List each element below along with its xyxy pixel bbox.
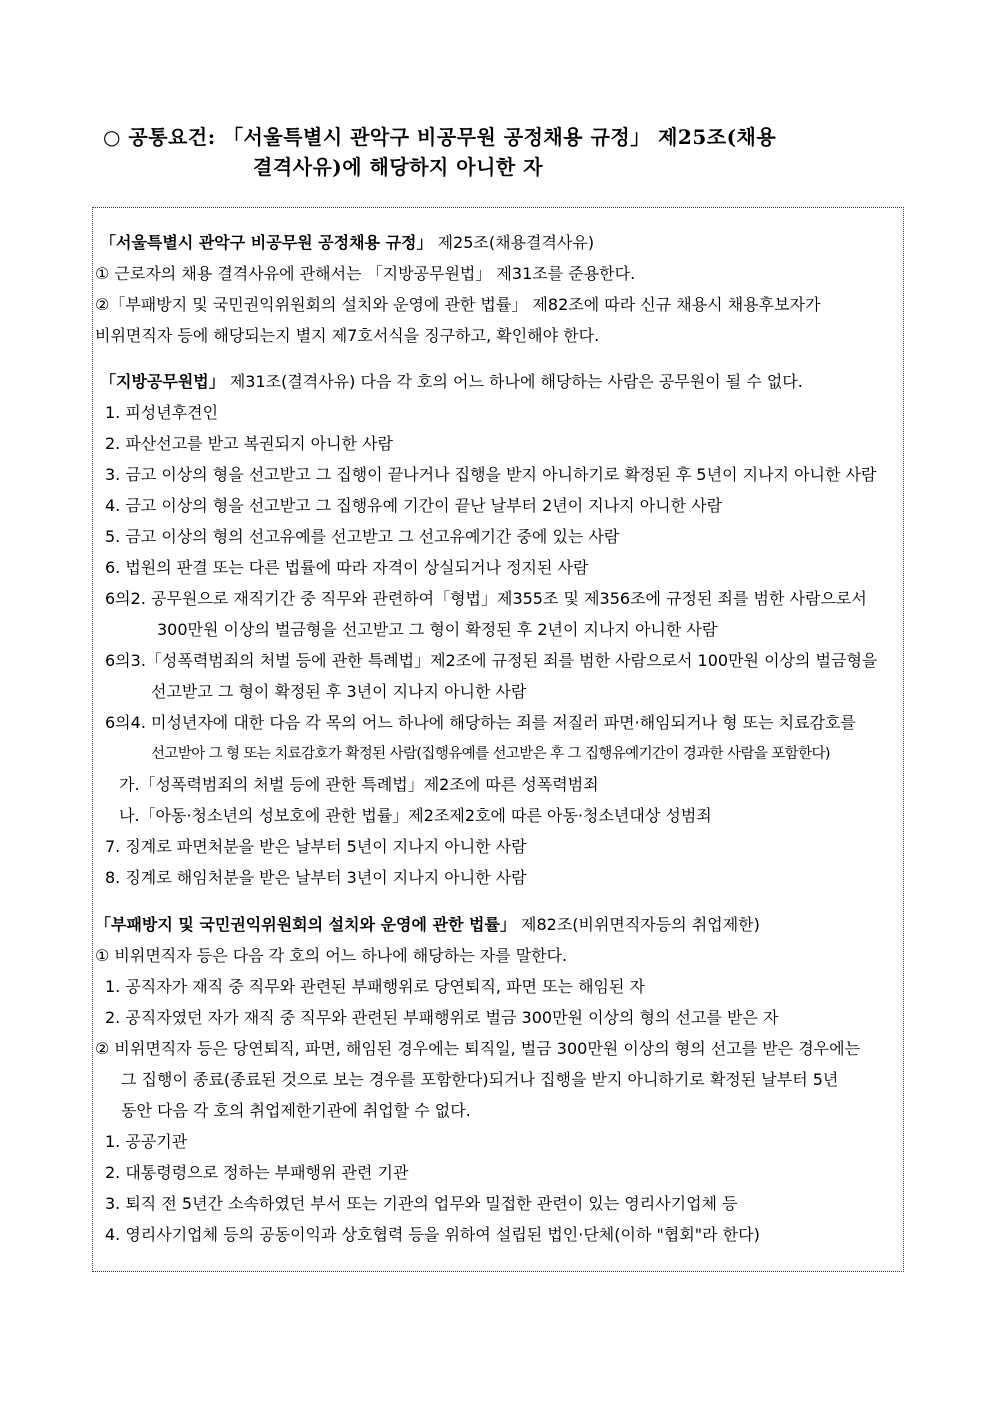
- section2-subitem: 나.「아동·청소년의 성보호에 관한 법률」제2조제2호에 따른 아동·청소년대상 성범죄: [119, 806, 712, 825]
- heading-line-2: 결격사유)에 해당하지 아니한 자: [253, 155, 544, 179]
- section3-line-cont: 동안 다음 각 호의 취업제한기관에 취업할 수 없다.: [121, 1101, 471, 1120]
- section3-line: ① 비위면직자 등은 다음 각 호의 어느 하나에 해당하는 자를 말한다.: [95, 946, 568, 965]
- section3-item: 2. 대통령령으로 정하는 부패행위 관련 기관: [105, 1163, 409, 1182]
- section2-item: 6의4. 미성년자에 대한 다음 각 목의 어느 하나에 해당하는 죄를 저질러 파면·해임되거나 형 또는 치료감호를: [105, 713, 856, 732]
- section2-item: 8. 징계로 해임처분을 받은 날부터 3년이 지나지 아니한 사람: [105, 868, 527, 887]
- regulation-box: [92, 207, 904, 1272]
- section1-line: ②「부패방지 및 국민권익위원회의 설치와 운영에 관한 법률」 제82조에 따라 신규 채용시 채용후보자가: [95, 295, 821, 314]
- section3-item: 4. 영리사기업체 등의 공동이익과 상호협력 등을 위하여 설립된 법인·단체(이하 "협회"라 한다): [105, 1225, 760, 1244]
- section2-item: 6의3.「성폭력범죄의 처벌 등에 관한 특례법」제2조에 규정된 죄를 범한 사람으로서 100만원 이상의 벌금형을: [105, 651, 878, 670]
- section3-line-cont: 그 집행이 종료(종료된 것으로 보는 경우를 포함한다)되거나 집행을 받지 아니하기로 확정된 날부터 5년: [121, 1070, 839, 1089]
- section2-title: [100, 371, 803, 393]
- section3-title-law: 「부패방지 및 국민권익위원회의 설치와 운영에 관한 법률」: [95, 915, 516, 934]
- section2-item: 5. 금고 이상의 형의 선고유예를 선고받고 그 선고유예기간 중에 있는 사람: [105, 527, 620, 546]
- section3-item: 2. 공직자였던 자가 재직 중 직무와 관련된 부패행위로 벌금 300만원 이상의 형의 선고를 받은 자: [105, 1008, 779, 1027]
- section1-line: 비위면직자 등에 해당되는지 별지 제7호서식을 징구하고, 확인해야 한다.: [95, 326, 600, 345]
- section2-item: 6의2. 공무원으로 재직기간 중 직무와 관련하여「형법」제355조 및 제356조에 규정된 죄를 범한 사람으로서: [105, 589, 867, 608]
- section3-title-article: 제82조(비위면직자등의 취업제한): [515, 915, 760, 934]
- section2-item: 4. 금고 이상의 형을 선고받고 그 집행유예 기간이 끝난 날부터 2년이 지나지 아니한 사람: [105, 496, 723, 515]
- section3-item: 1. 공직자가 재직 중 직무와 관련된 부패행위로 당연퇴직, 파면 또는 해임된 자: [105, 977, 645, 996]
- section3-item: 1. 공공기관: [105, 1132, 188, 1151]
- section2-item-cont: 선고받고 그 형이 확정된 후 3년이 지나지 아니한 사람: [151, 682, 527, 701]
- section2-title-article: 제31조(결격사유) 다음 각 호의 어느 하나에 해당하는 사람은 공무원이 될 수 없다.: [224, 372, 803, 391]
- section3-item: 3. 퇴직 전 5년간 소속하였던 부서 또는 기관의 업무와 밀접한 관련이 있는 영리사기업체 등: [105, 1194, 738, 1213]
- section2-subitem: 가.「성폭력범죄의 처벌 등에 관한 특례법」제2조에 따른 성폭력범죄: [119, 775, 599, 794]
- section3-line: ② 비위면직자 등은 당연퇴직, 파면, 해임된 경우에는 퇴직일, 벌금 300만원 이상의 형의 선고를 받은 경우에는: [95, 1039, 861, 1058]
- section1-title-article: 제25조(채용결격사유): [432, 233, 595, 252]
- section2-item-cont: 선고받아 그 형 또는 치료감호가 확정된 사람(집행유예를 선고받은 후 그 집행유예기간이 경과한 사람을 포함한다): [151, 746, 830, 762]
- section2-item: 1. 피성년후견인: [105, 403, 219, 422]
- section2-item: 7. 징계로 파면처분을 받은 날부터 5년이 지나지 아니한 사람: [105, 837, 527, 856]
- section3-title: [95, 914, 760, 936]
- section2-title-law: 「지방공무원법」: [100, 372, 225, 391]
- heading-line-1: ○ 공통요건: 「서울특별시 관악구 비공무원 공정채용 규정」 제25조(채용: [103, 125, 777, 149]
- document-heading: [103, 122, 908, 182]
- section1-title-law: 「서울특별시 관악구 비공무원 공정채용 규정」: [100, 233, 433, 252]
- section1-title: [100, 232, 594, 254]
- section2-item: 6. 법원의 판결 또는 다른 법률에 따라 자격이 상실되거나 정지된 사람: [105, 558, 589, 577]
- section1-line: ① 근로자의 채용 결격사유에 관해서는 「지방공무원법」 제31조를 준용한다.: [95, 264, 636, 283]
- section2-item: 3. 금고 이상의 형을 선고받고 그 집행이 끝나거나 집행을 받지 아니하기로 확정된 후 5년이 지나지 아니한 사람: [105, 465, 877, 484]
- section2-item-cont: 300만원 이상의 벌금형을 선고받고 그 형이 확정된 후 2년이 지나지 아니한 사람: [157, 620, 718, 639]
- section2-item: 2. 파산선고를 받고 복권되지 아니한 사람: [105, 434, 393, 453]
